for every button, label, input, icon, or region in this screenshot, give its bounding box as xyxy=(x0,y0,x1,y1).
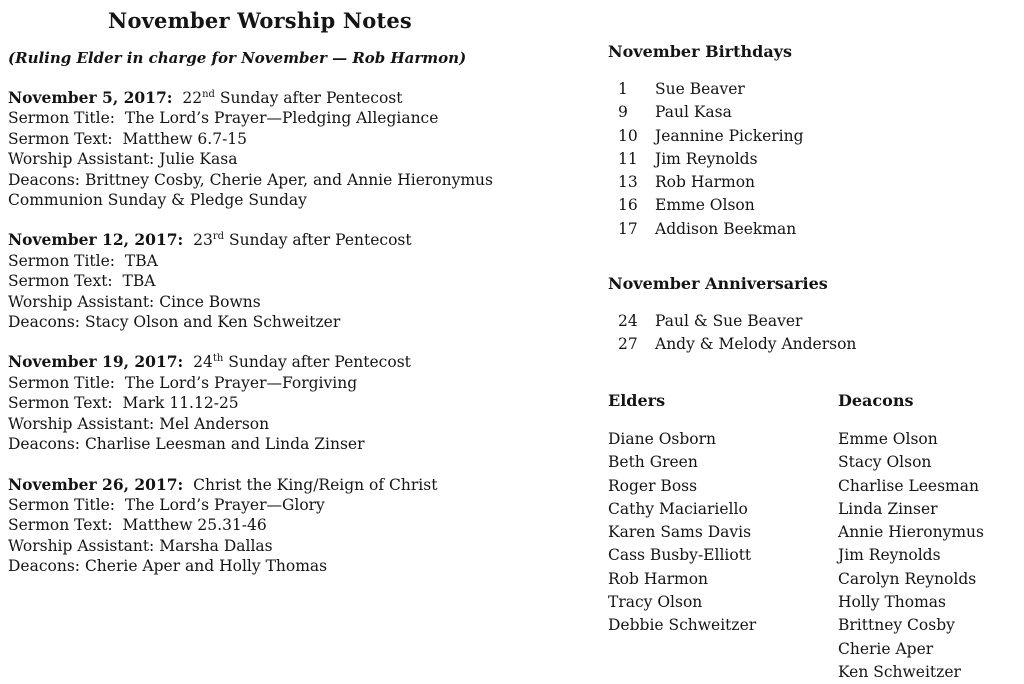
elder-name: Karen Sams Davis xyxy=(608,523,752,542)
birthdays-heading: November Birthdays xyxy=(608,42,792,61)
birthday-name: Paul Kasa xyxy=(655,103,732,122)
officers-grid xyxy=(608,391,1008,684)
elder-name: Cathy Maciariello xyxy=(608,499,748,518)
birthday-day: 1 xyxy=(618,80,628,98)
birthday-name: Addison Beekman xyxy=(655,219,797,238)
sermon-text-line: Sermon Text: Matthew 25.31-46 xyxy=(8,516,267,535)
deacons-line: Deacons: Cherie Aper and Holly Thomas xyxy=(8,557,328,576)
elder-name: Tracy Olson xyxy=(608,593,703,612)
service-title-pre: 23 xyxy=(183,231,213,250)
service-date: November 26, 2017: xyxy=(8,474,184,494)
anniversary-row xyxy=(608,310,856,333)
service-block-nov19 xyxy=(8,352,552,454)
deacons-line: Deacons: Charlise Leesman and Linda Zinser xyxy=(8,435,365,454)
service-block-nov12 xyxy=(8,230,552,332)
worship-assistant-line: Worship Assistant: Julie Kasa xyxy=(8,150,238,169)
officers-section xyxy=(608,391,1008,684)
elder-name: Cass Busby-Elliott xyxy=(608,546,752,565)
birthday-name: Sue Beaver xyxy=(655,80,745,98)
birthday-row xyxy=(608,171,804,194)
birthday-day: 16 xyxy=(618,196,638,215)
sermon-text-line: Sermon Text: TBA xyxy=(8,272,156,291)
elders-column xyxy=(608,391,838,684)
ruling-elder-note: (Ruling Elder in charge for November — Rob Harmon) xyxy=(8,49,467,67)
service-title-post: Sunday after Pentecost xyxy=(223,353,411,372)
ordinal-suffix: rd xyxy=(212,231,225,243)
worship-notes-column xyxy=(8,6,552,597)
sermon-text-line: Sermon Text: Mark 11.12-25 xyxy=(8,394,239,413)
page-title: November Worship Notes xyxy=(108,8,412,33)
elders-heading: Elders xyxy=(608,391,666,410)
birthday-day: 11 xyxy=(618,149,638,168)
birthday-name: Rob Harmon xyxy=(655,173,756,192)
birthday-day: 9 xyxy=(618,103,628,122)
anniversaries-section xyxy=(608,274,856,357)
worship-assistant-line: Worship Assistant: Marsha Dallas xyxy=(8,536,273,555)
anniversary-day: 24 xyxy=(618,312,638,330)
service-block-nov26 xyxy=(8,475,552,577)
anniversaries-heading: November Anniversaries xyxy=(608,274,828,293)
deacon-name: Holly Thomas xyxy=(838,593,946,612)
deacon-name: Linda Zinser xyxy=(838,499,938,518)
worship-assistant-line: Worship Assistant: Mel Anderson xyxy=(8,414,270,433)
birthday-row xyxy=(608,194,804,217)
service-title-post: Sunday after Pentecost xyxy=(224,231,412,250)
service-date: November 12, 2017: xyxy=(8,230,184,250)
birthdays-list xyxy=(608,78,804,241)
ordinal-suffix: th xyxy=(212,353,224,365)
service-heading xyxy=(8,230,552,250)
birthday-name: Jim Reynolds xyxy=(655,149,758,168)
deacon-name: Annie Hieronymus xyxy=(838,523,984,542)
deacon-name: Brittney Cosby xyxy=(838,616,955,635)
elder-name: Diane Osborn xyxy=(608,430,717,448)
elder-name: Rob Harmon xyxy=(608,569,709,588)
sermon-title-line: Sermon Title: TBA xyxy=(8,251,158,270)
deacons-heading: Deacons xyxy=(838,391,914,410)
deacon-name: Carolyn Reynolds xyxy=(838,569,977,588)
elder-name: Debbie Schweitzer xyxy=(608,616,757,635)
birthday-row xyxy=(608,78,804,101)
birthday-row xyxy=(608,125,804,148)
service-heading xyxy=(8,475,552,495)
deacon-name: Stacy Olson xyxy=(838,453,932,472)
worship-assistant-line: Worship Assistant: Cince Bowns xyxy=(8,292,261,311)
service-title-pre: 22 xyxy=(172,89,203,107)
deacons-line: Deacons: Brittney Cosby, Cherie Aper, and Annie Hieronymus xyxy=(8,170,493,189)
sermon-text-line: Sermon Text: Matthew 6.7-15 xyxy=(8,129,248,148)
elders-list xyxy=(608,428,838,638)
special-note-line: Communion Sunday & Pledge Sunday xyxy=(8,191,307,210)
birthday-name: Jeannine Pickering xyxy=(655,126,804,145)
elder-name: Roger Boss xyxy=(608,476,698,495)
sermon-title-line: Sermon Title: The Lord’s Prayer—Forgiving xyxy=(8,373,358,392)
anniversary-day: 27 xyxy=(618,335,638,354)
birthday-row xyxy=(608,148,804,171)
service-heading xyxy=(8,88,552,108)
birthday-day: 10 xyxy=(618,126,638,145)
deacon-name: Charlise Leesman xyxy=(838,476,979,495)
birthday-row xyxy=(608,101,804,124)
ordinal-suffix: nd xyxy=(202,88,215,100)
service-date: November 19, 2017: xyxy=(8,352,184,372)
deacons-column xyxy=(838,391,1008,684)
deacon-name: Emme Olson xyxy=(838,430,938,448)
sermon-title-line: Sermon Title: The Lord’s Prayer—Glory xyxy=(8,495,325,514)
service-title-pre: Christ the King/Reign of Christ xyxy=(183,475,438,494)
birthday-day: 13 xyxy=(618,173,638,192)
deacon-name: Cherie Aper xyxy=(838,639,934,658)
elder-name: Beth Green xyxy=(608,453,698,472)
service-title-post: Sunday after Pentecost xyxy=(214,89,403,107)
deacons-list xyxy=(838,428,1008,684)
anniversaries-list xyxy=(608,310,856,357)
deacon-name: Jim Reynolds xyxy=(838,546,941,565)
service-block-nov5 xyxy=(8,88,552,210)
anniversary-name: Paul & Sue Beaver xyxy=(655,312,803,330)
service-title-pre: 24 xyxy=(183,353,213,372)
anniversary-name: Andy & Melody Anderson xyxy=(655,335,857,354)
service-date: November 5, 2017: xyxy=(8,88,173,107)
birthday-name: Emme Olson xyxy=(655,196,755,215)
deacons-line: Deacons: Stacy Olson and Ken Schweitzer xyxy=(8,313,341,332)
anniversary-row xyxy=(608,333,856,356)
sermon-title-line: Sermon Title: The Lord’s Prayer—Pledging Allegiance xyxy=(8,109,439,128)
birthdays-section xyxy=(608,42,804,241)
birthday-row xyxy=(608,218,804,241)
birthday-day: 17 xyxy=(618,219,638,238)
deacon-name: Ken Schweitzer xyxy=(838,662,961,681)
service-heading xyxy=(8,352,552,372)
